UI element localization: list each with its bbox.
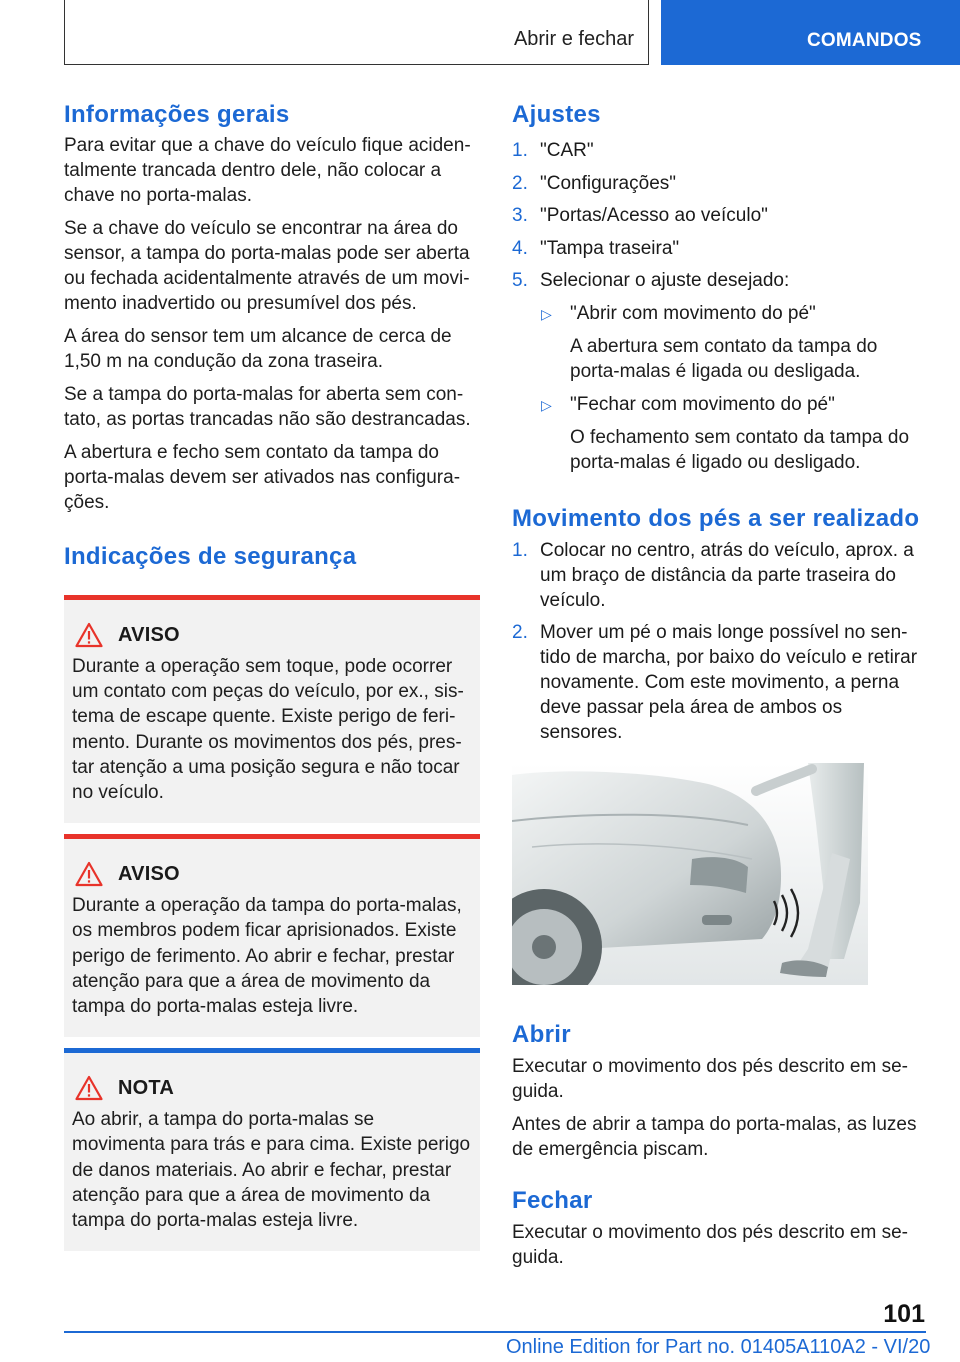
general-paragraph: Para evitar que a chave do veículo fique aciden-talmente trancada dentro dele, não colocar a chave no porta-malas. <box>64 135 471 206</box>
close-paragraph: Executar o movimento dos pés descrito em se-guida. <box>512 1221 909 1268</box>
notice-title: NOTA <box>118 1076 174 1099</box>
section-title: Abrir e fechar <box>513 28 634 50</box>
option-item <box>540 392 927 475</box>
chapter-tab <box>661 0 960 65</box>
warning-title: AVISO <box>118 623 180 646</box>
option-label: "Abrir com movimento do pé" <box>570 303 816 324</box>
list-item: 2. Mover um pé o mais longe possível no sen-tido de marcha, por baixo do veículo e retirar novamente. Com este movimento, a perna deve passar pela área de ambos os sensores. <box>512 622 918 743</box>
warning-triangle-icon <box>75 622 103 648</box>
settings-options <box>540 301 927 475</box>
list-item: 5. Selecionar o ajuste desejado: ▷ "Abrir com movimento do pé" A abertura sem contato da tampa do porta-malas é ligada ou desligada. ▷ "Fechar com movimento do pé" O fechamento sem contato da tampa do porta-malas é ligado ou desligado. <box>512 268 927 483</box>
movement-heading: Movimento dos pés a ser realizado <box>512 504 920 532</box>
open-heading: Abrir <box>512 1020 571 1048</box>
notice-text: Ao abrir, a tampa do porta-malas se movimenta para trás e para cima. Existe perigo de danos materiais. Ao abrir e fechar, prestar atenção para que a área de movimento da tampa do porta-malas esteja livre. <box>72 1109 471 1232</box>
option-label: "Fechar com movimento do pé" <box>570 394 835 415</box>
list-item: 4. "Tampa traseira" <box>512 237 680 259</box>
triangle-bullet-icon: ▷ <box>541 397 552 413</box>
list-item: 3. "Portas/Acesso ao veículo" <box>512 205 768 226</box>
warning-box <box>64 834 480 1037</box>
close-heading: Fechar <box>512 1186 593 1214</box>
warning-triangle-icon <box>75 861 103 887</box>
header-frame <box>64 0 649 65</box>
warning-box <box>64 595 480 823</box>
open-paragraph: Executar o movimento dos pés descrito em se-guida. <box>512 1055 909 1102</box>
warning-title: AVISO <box>118 862 180 885</box>
right-column <box>512 100 927 1270</box>
notice-box <box>64 1048 480 1251</box>
page-number: 101 <box>883 1300 925 1328</box>
triangle-bullet-icon: ▷ <box>541 306 552 322</box>
general-paragraph: Se a chave do veículo se encontrar na área do sensor, a tampa do porta-malas pode ser aberta ou fechada acidentalmente através de um movi-mento inadvertido ou presumível dos pés. <box>64 218 470 314</box>
option-item <box>540 301 927 384</box>
footer-divider <box>64 1331 926 1333</box>
open-paragraph: Antes de abrir a tampa do porta-malas, as luzes de emergência piscam. <box>512 1113 917 1160</box>
option-desc: A abertura sem contato da tampa do porta-malas é ligada ou desligada. <box>570 336 878 382</box>
option-desc: O fechamento sem contato da tampa do porta-malas é ligado ou desligado. <box>570 427 910 473</box>
left-column <box>64 100 480 1251</box>
list-item: 1. "CAR" <box>512 140 594 161</box>
general-paragraph: Se a tampa do porta-malas for aberta sem con-tato, as portas trancadas não são destrancadas. <box>64 384 471 430</box>
movement-steps <box>512 538 927 746</box>
safety-heading: Indicações de segurança <box>64 543 357 570</box>
settings-steps <box>512 138 927 483</box>
warning-text: Durante a operação da tampa do porta-malas, os membros podem ficar aprisionados. Existe perigo de ferimento. Ao abrir e fechar, prestar atenção para que a área de movimento da tampa do porta-malas esteja livre. <box>72 895 462 1018</box>
list-item: 2. "Configurações" <box>512 172 677 194</box>
settings-heading: Ajustes <box>512 101 601 128</box>
general-paragraph: A abertura e fecho sem contato da tampa do porta-malas devem ser ativados nas configura-ções. <box>64 442 461 513</box>
foot-movement-illustration <box>512 763 868 985</box>
edition-info: Online Edition for Part no. 01405A110A2 - VI/20 <box>506 1336 931 1358</box>
list-item: 1. Colocar no centro, atrás do veículo, aprox. a um braço de distância da parte traseira do veículo. <box>512 539 914 611</box>
chapter-title: COMANDOS <box>807 30 922 51</box>
notice-triangle-icon <box>75 1075 103 1101</box>
warning-text: Durante a operação sem toque, pode ocorrer um contato com peças do veículo, por ex., sis-tema de escape quente. Existe perigo de feri-mento. Durante os movimentos dos pés, pres-tar atenção a uma posição segura e não tocar no veículo. <box>72 656 464 804</box>
general-paragraph: A área do sensor tem um alcance de cerca de 1,50 m na condução da zona traseira. <box>64 326 452 372</box>
general-info-heading: Informações gerais <box>64 101 290 128</box>
